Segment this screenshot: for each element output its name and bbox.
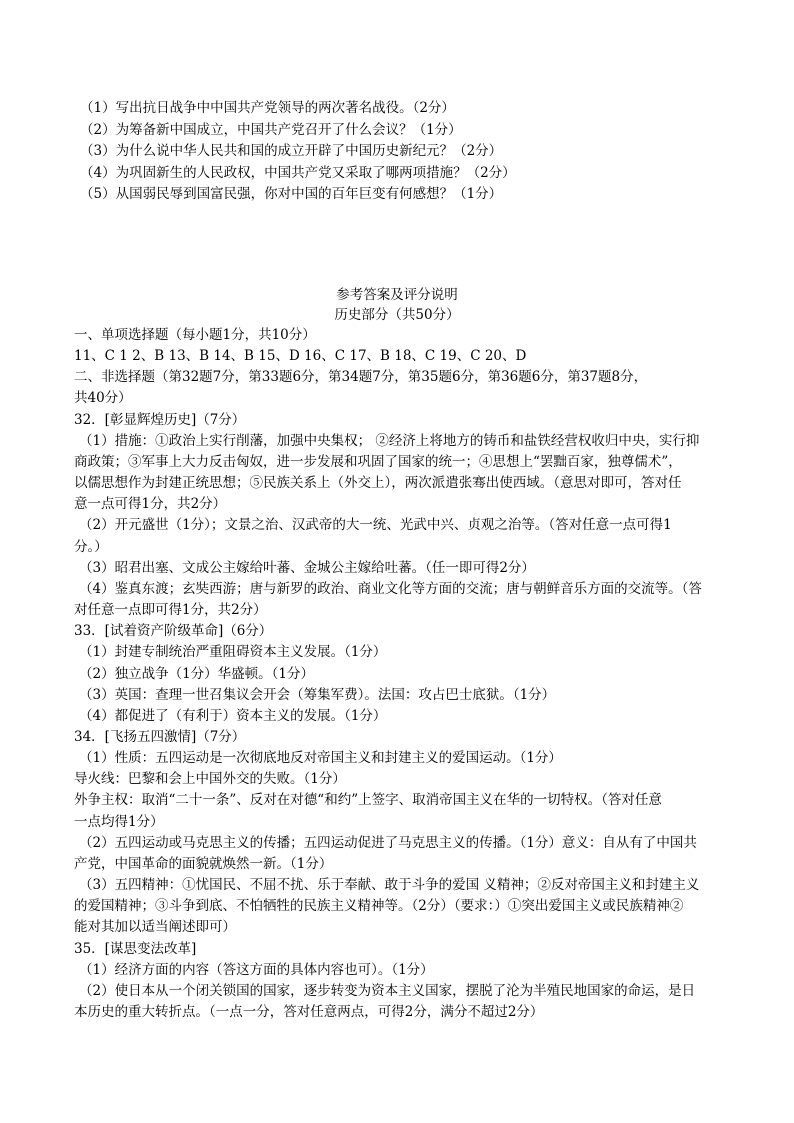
answer-line: 11、C 1 2、B 13、B 14、B 15、D 16、C 17、B 18、C 19、C 20、D: [74, 348, 527, 365]
answer-subtitle: 历史部分（共50分）: [334, 307, 460, 323]
answer-line: （2）使日本从一个闭关锁国的国家，逐步转变为资本主义国家，摆脱了沦为半殖民地国家的命运，是日: [79, 982, 696, 999]
answer-line: （4）都促进了（有利于）资本主义的发展。（1分）: [79, 707, 387, 724]
answer-title: 参考答案及评分说明: [336, 287, 458, 303]
question-1: （1）写出抗日战争中中国共产党领导的两次著名战役。（2分）: [80, 100, 455, 116]
answer-line: （1）措施：①政治上实行削藩，加强中央集权； ②经济上将地方的铸币和盐铁经营权收归中央，实行抑: [79, 432, 700, 449]
question-5: （5）从国弱民辱到国富民强，你对中国的百年巨变有何感想？（1分）: [80, 186, 503, 202]
answer-line: 产党，中国革命的面貌就焕然一新。（1分）: [74, 855, 333, 872]
question-4: （4）为巩固新生的人民政权，中国共产党又采取了哪两项措施？（2分）: [80, 164, 516, 181]
answer-line: 本历史的重大转折点。（一点一分，答对任意两点，可得2分，满分不超过2分）: [74, 1004, 544, 1020]
answer-line: 一、单项选择题（每小题1分，共10分）: [74, 327, 316, 343]
answer-line: （3）昭君出塞、文成公主嫁给叶蕃、金城公主嫁给吐蕃。（任一即可得2分）: [79, 559, 535, 576]
answer-line: 二、非选择题（第32题7分，第33题6分，第34题7分，第35题6分，第36题6分，第37题8分，: [74, 369, 648, 386]
answer-line: 意一点可得1分，共2分）: [74, 496, 227, 513]
answer-line: 导火线：巴黎和会上中国外交的失败。（1分）: [74, 771, 346, 788]
answer-line: （1）性质：五四运动是一次彻底地反对帝国主义和封建主义的爱国运动。（1分）: [79, 750, 562, 767]
answer-line: 32．[彰显辉煌历史]（7分）: [74, 411, 246, 428]
answer-line: （2）开元盛世（1分）；文景之治、汉武帝的大一统、光武中兴、贞观之治等。（答对任意一点可得1: [79, 517, 672, 534]
answer-line: 的爱国精神；③斗争到底、不怕牺牲的民族主义精神等。（2分）（要求：）①突出爱国主义或民族精神②: [74, 898, 684, 915]
answer-line: （1）经济方面的内容（答这方面的具体内容也可）。（1分）: [79, 961, 434, 978]
answer-line: 外争主权：取消“二十一条”、反对在对德“和约”上签字、取消帝国主义在华的一切特权。（答对任意: [74, 792, 662, 809]
answer-body: [74, 325, 724, 1023]
question-3: （3）为什么说中华人民共和国的成立开辟了中国历史新纪元？（2分）: [80, 143, 503, 159]
answer-line: 以儒思想作为封建正统思想；⑤民族关系上（外交上），两次派遣张骞出使西域。（意思对即可，答对任: [74, 475, 682, 492]
answer-line: （3）英国：查理一世召集议会开会（筹集军费）。法国：攻占巴士底狱。（1分）: [79, 686, 556, 703]
answer-line: 能对其加以适当阐述即可）: [74, 919, 236, 936]
question-list: [80, 98, 720, 206]
answer-line: 35．[谋思变法改革]: [74, 940, 197, 957]
answer-line: 商政策；③军事上大力反击匈奴，进一步发展和巩固了国家的统一；④思想上“罢黜百家，独尊儒术”，: [74, 453, 682, 470]
answer-line: 一点均得1分）: [74, 813, 164, 830]
answer-line: （2）独立战争（1分）华盛顿。（1分）: [79, 665, 315, 682]
answer-line: （3）五四精神：①忧国民、不屈不扰、乐于奉献、敢于斗争的爱国 义精神；②反对帝国主义和封建主义: [79, 877, 700, 894]
answer-line: （4）鉴真东渡；玄奘西游；唐与新罗的政治、商业文化等方面的交流；唐与朝鲜音乐方面的交流等。（答: [79, 580, 702, 597]
answer-line: 34．[飞扬五四激情]（7分）: [74, 728, 246, 745]
answer-line: 分。）: [74, 538, 108, 555]
answer-line: 33．[试着资产阶级革命]（6分）: [74, 623, 273, 640]
answer-line: （1）封建专制统治严重阻碍资本主义发展。（1分）: [79, 644, 387, 661]
answer-line: （2）五四运动或马克思主义的传播；五四运动促进了马克思主义的传播。（1分）意义：自从有了中国共: [79, 834, 697, 851]
answer-line: 共40分）: [74, 390, 132, 407]
answer-line: 对任意一点即可得1分，共2分）: [74, 602, 267, 619]
question-2: （2）为筹备新中国成立，中国共产党召开了什么会议？（1分）: [80, 121, 462, 138]
